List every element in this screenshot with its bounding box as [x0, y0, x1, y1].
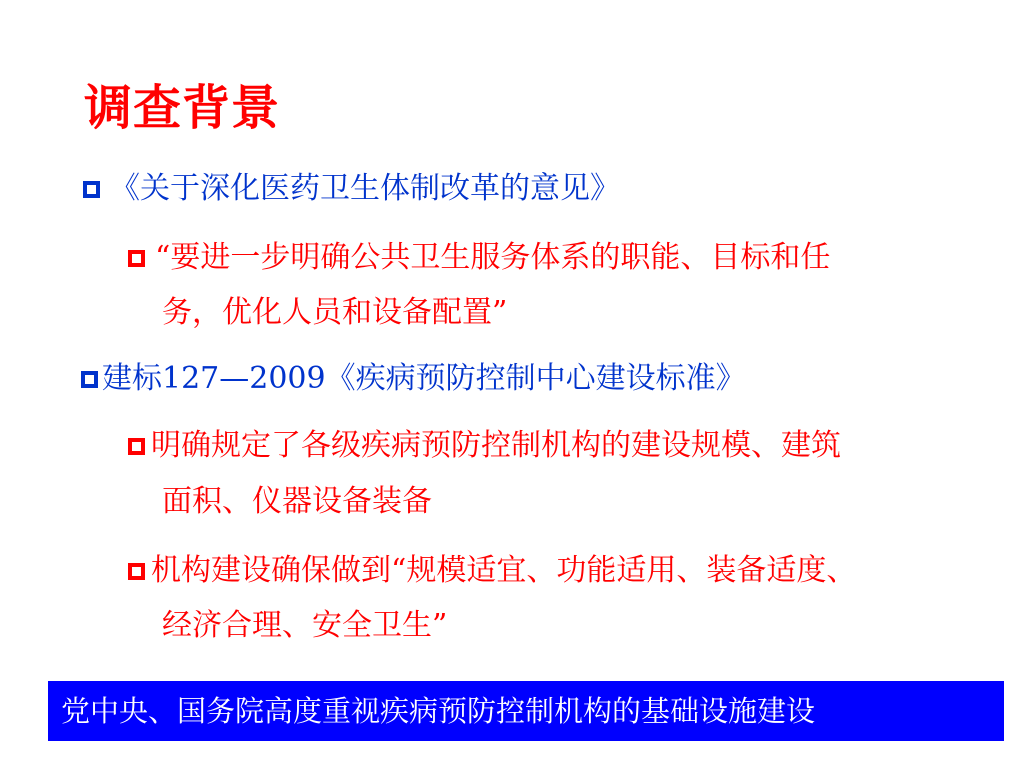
bullet-construction-standard-text: 建标127—2009《疾病预防控制中心建设标准》 [102, 361, 746, 396]
hollow-square-bullet-icon [128, 563, 145, 580]
sub-bullet-construction-principles-line2: 经济合理、安全卫生” [162, 608, 448, 643]
bullet-reform-opinion-text: 《关于深化医药卫生体制改革的意见》 [110, 171, 620, 206]
sub-bullet-scale-rules-line1: 明确规定了各级疾病预防控制机构的建设规模、建筑 [151, 428, 841, 463]
bullet-construction-standard [81, 361, 746, 396]
sub-bullet-construction-principles-line1: 机构建设确保做到“规模适宜、功能适用、装备适度、 [151, 553, 857, 588]
sub-bullet-public-health-quote [128, 240, 831, 275]
summary-banner-text: 党中央、国务院高度重视疾病预防控制机构的基础设施建设 [61, 694, 816, 728]
slide-title: 调查背景 [84, 80, 281, 136]
sub-bullet-scale-rules-line2: 面积、仪器设备装备 [162, 484, 432, 519]
sub-bullet-scale-rules [128, 428, 841, 463]
sub-bullet-public-health-quote-line2: 务，优化人员和设备配置” [162, 295, 508, 330]
sub-bullet-construction-principles [128, 553, 857, 588]
bullet-reform-opinion [83, 171, 620, 206]
hollow-square-bullet-icon [128, 250, 145, 267]
summary-banner [48, 681, 1004, 741]
sub-bullet-public-health-quote-line1: “要进一步明确公共卫生服务体系的职能、目标和任 [155, 240, 831, 275]
hollow-square-bullet-icon [83, 181, 100, 198]
hollow-square-bullet-icon [81, 371, 98, 388]
hollow-square-bullet-icon [128, 438, 145, 455]
